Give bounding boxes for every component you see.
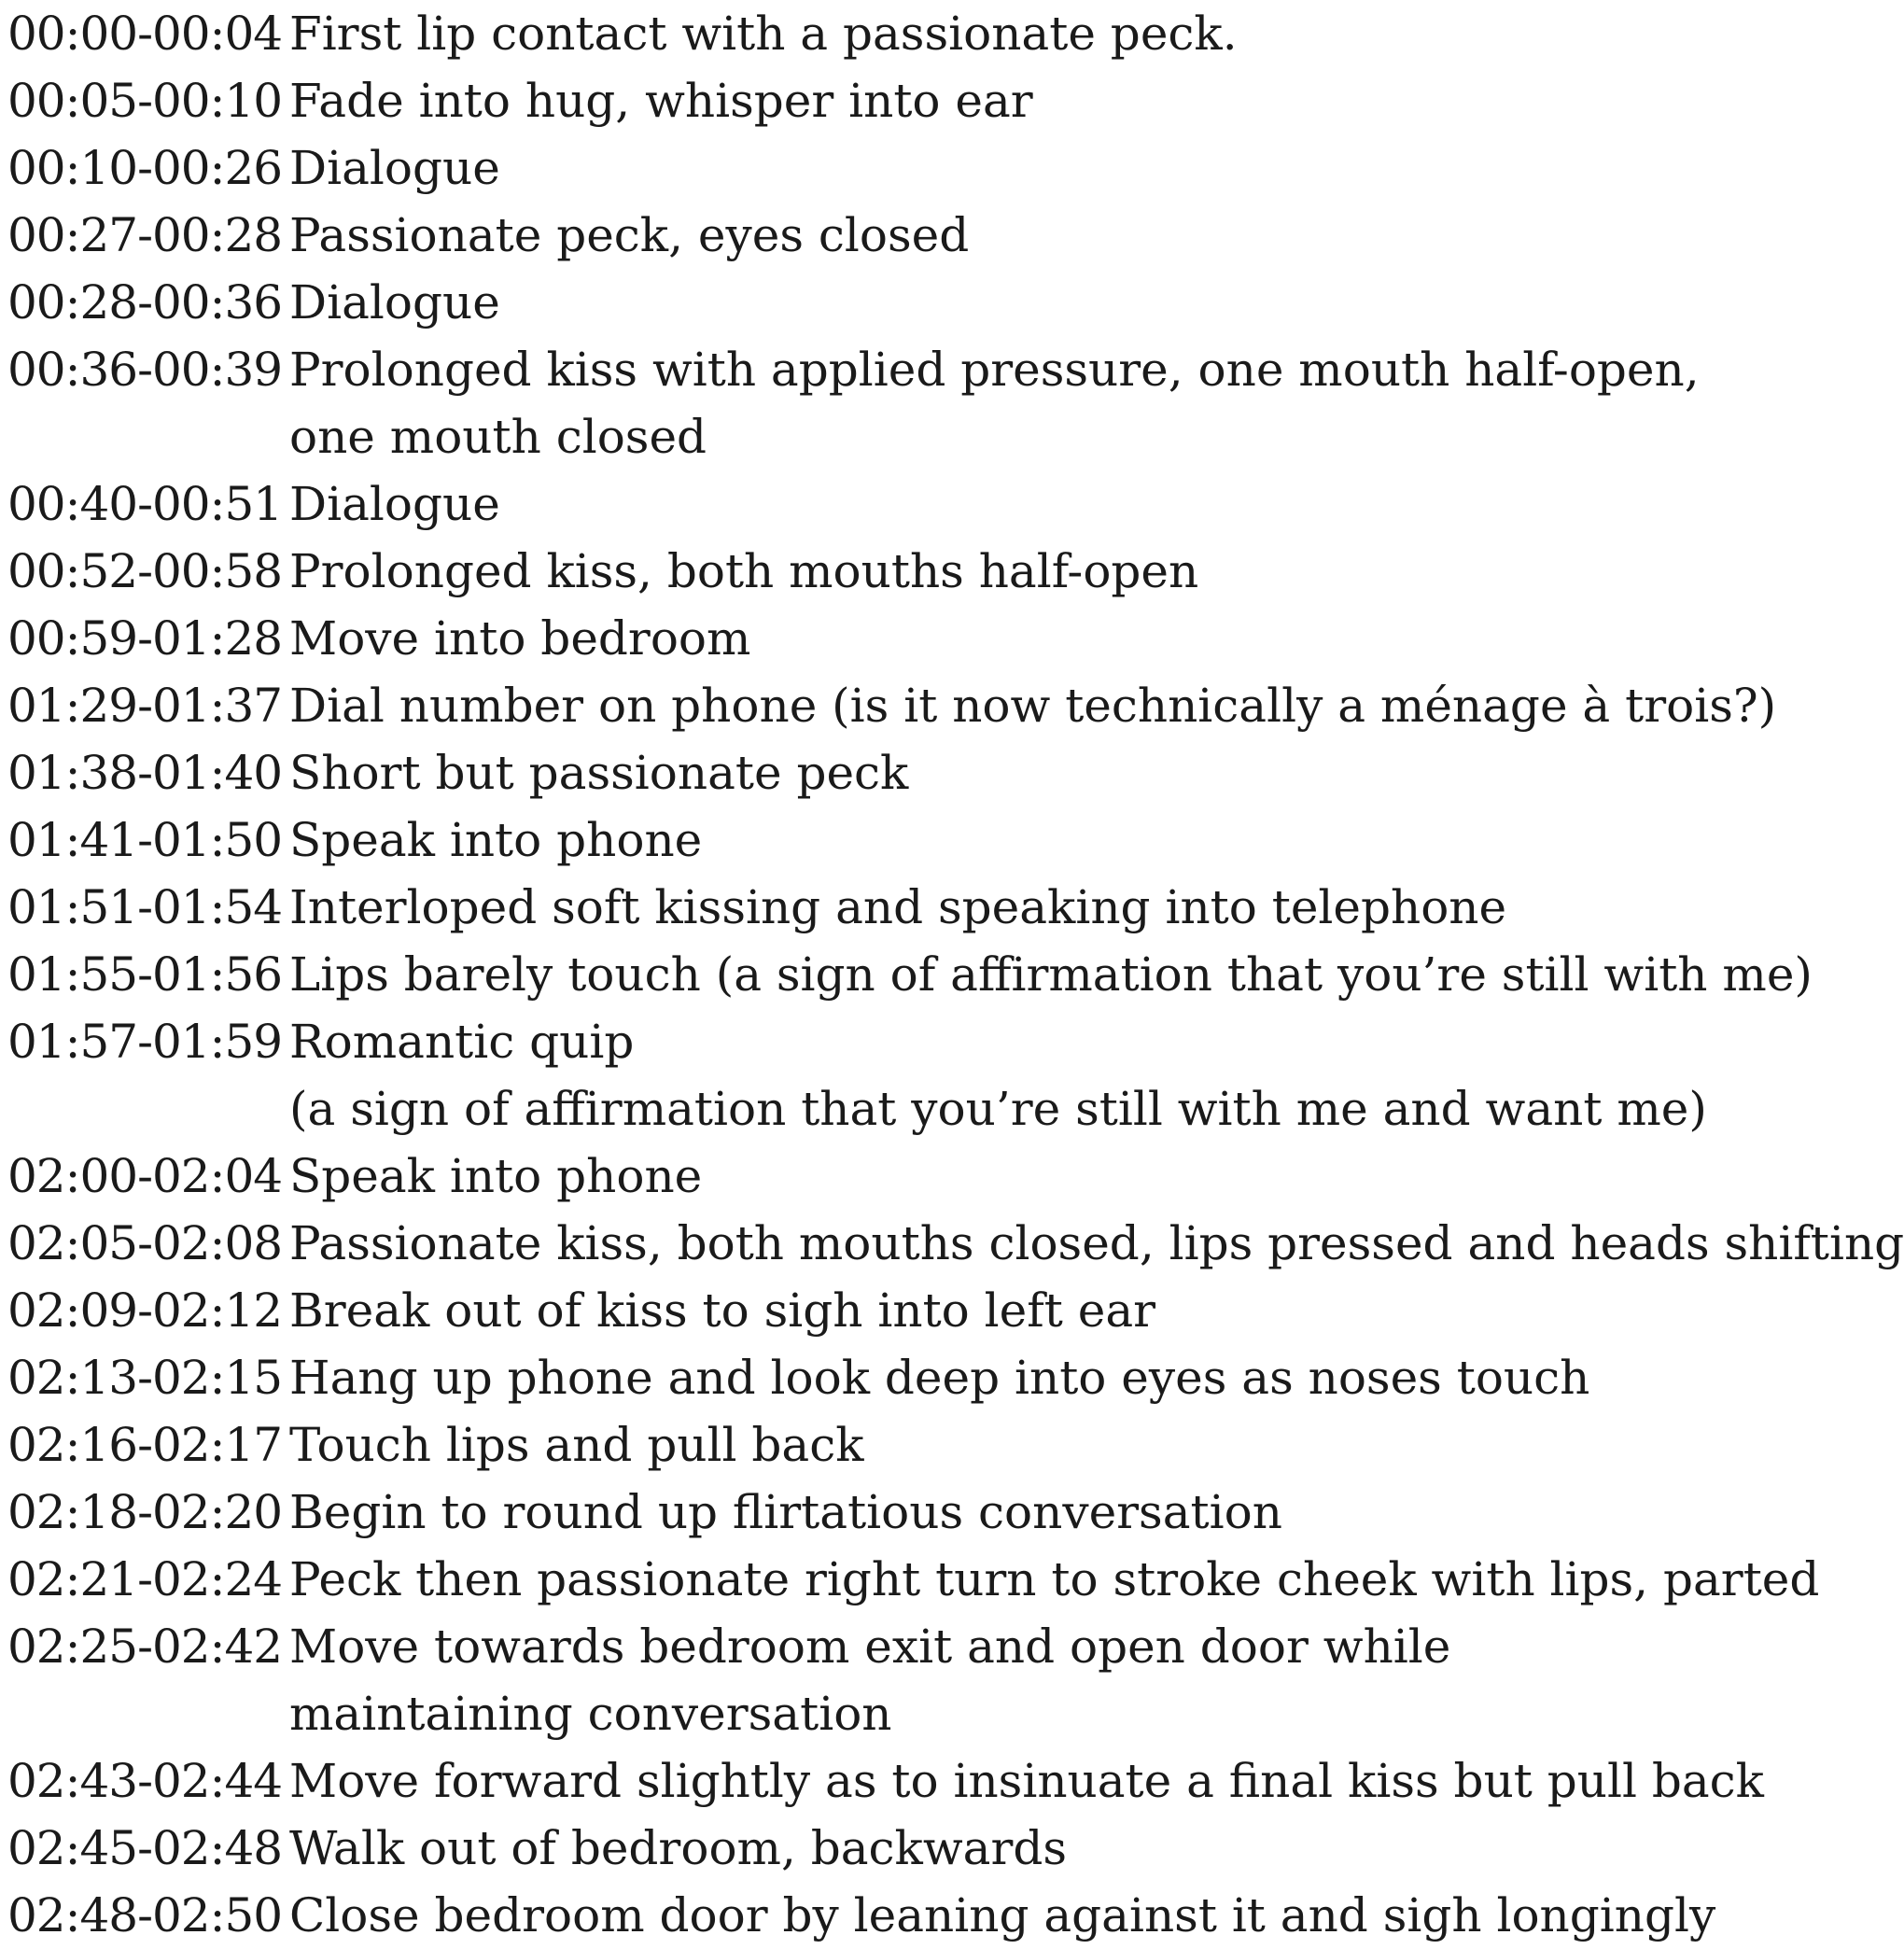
description-line: Romantic quip bbox=[289, 1015, 635, 1069]
description-line: Dial number on phone (is it now technically a ménage à trois?) bbox=[289, 679, 1777, 733]
action-description bbox=[289, 0, 1645, 67]
timestamp-range: 00:59-01:28 bbox=[7, 611, 283, 666]
timeline-row bbox=[7, 672, 1777, 739]
action-description bbox=[289, 67, 1645, 134]
description-line: Short but passionate peck bbox=[289, 746, 909, 800]
action-description bbox=[289, 739, 1645, 806]
action-description bbox=[289, 1143, 1645, 1210]
timeline-row bbox=[7, 67, 1645, 134]
description-line: Move into bedroom bbox=[289, 611, 751, 666]
description-line: Speak into phone bbox=[289, 813, 703, 867]
action-description bbox=[289, 1815, 1645, 1882]
description-line: Dialogue bbox=[289, 275, 500, 330]
timestamp-range: 02:09-02:12 bbox=[7, 1283, 283, 1338]
action-description bbox=[289, 336, 1700, 470]
timeline-row bbox=[7, 1747, 1764, 1815]
timeline-row bbox=[7, 1008, 1707, 1143]
timestamp-range: 00:52-00:58 bbox=[7, 544, 283, 598]
description-line: Passionate peck, eyes closed bbox=[289, 208, 970, 262]
timestamp-range: 02:13-02:15 bbox=[7, 1351, 283, 1405]
timeline-document bbox=[7, 0, 1904, 1949]
action-description bbox=[289, 1008, 1707, 1143]
description-line: Move towards bedroom exit and open door while bbox=[289, 1619, 1451, 1674]
timeline-row bbox=[7, 336, 1700, 470]
action-description bbox=[289, 1613, 1645, 1747]
action-description bbox=[289, 1344, 1645, 1411]
action-description bbox=[289, 202, 1645, 269]
action-description bbox=[289, 470, 1645, 538]
description-line: maintaining conversation bbox=[289, 1687, 892, 1741]
description-line: one mouth closed bbox=[289, 410, 707, 464]
timeline-row bbox=[7, 202, 1645, 269]
timestamp-range: 02:21-02:24 bbox=[7, 1552, 283, 1606]
timeline-row bbox=[7, 1815, 1645, 1882]
timeline-row bbox=[7, 1411, 1645, 1479]
description-line: Dialogue bbox=[289, 477, 500, 531]
timestamp-range: 02:18-02:20 bbox=[7, 1485, 283, 1539]
timeline-row bbox=[7, 269, 1645, 336]
timeline-row bbox=[7, 1546, 1820, 1613]
timestamp-range: 02:43-02:44 bbox=[7, 1754, 283, 1808]
action-description bbox=[289, 941, 1813, 1008]
timestamp-range: 02:05-02:08 bbox=[7, 1216, 283, 1270]
action-description bbox=[289, 1411, 1645, 1479]
description-line: Interloped soft kissing and speaking into telephone bbox=[289, 880, 1507, 934]
timestamp-range: 01:55-01:56 bbox=[7, 947, 283, 1002]
timeline-row bbox=[7, 470, 1645, 538]
timeline-row bbox=[7, 806, 1645, 874]
description-line: Begin to round up flirtatious conversation bbox=[289, 1485, 1282, 1539]
description-line: Peck then passionate right turn to stroke cheek with lips, parted bbox=[289, 1552, 1820, 1606]
timestamp-range: 01:41-01:50 bbox=[7, 813, 283, 867]
description-line: Passionate kiss, both mouths closed, lips pressed and heads shifting bbox=[289, 1216, 1904, 1270]
timeline-row bbox=[7, 605, 1645, 672]
description-line: First lip contact with a passionate peck. bbox=[289, 7, 1238, 61]
timestamp-range: 01:29-01:37 bbox=[7, 679, 283, 733]
action-description bbox=[289, 1546, 1819, 1613]
description-line: Move forward slightly as to insinuate a final kiss but pull back bbox=[289, 1754, 1764, 1808]
description-line: Prolonged kiss with applied pressure, one mouth half-open, bbox=[289, 343, 1700, 397]
description-line: Dialogue bbox=[289, 141, 500, 195]
description-line: Fade into hug, whisper into ear bbox=[289, 74, 1033, 128]
timestamp-range: 00:27-00:28 bbox=[7, 208, 283, 262]
timeline-row bbox=[7, 1344, 1645, 1411]
timestamp-range: 00:28-00:36 bbox=[7, 275, 283, 330]
action-description bbox=[289, 269, 1645, 336]
timestamp-range: 02:16-02:17 bbox=[7, 1418, 283, 1472]
timeline-row bbox=[7, 1882, 1716, 1949]
action-description bbox=[289, 134, 1645, 202]
timeline-row bbox=[7, 1143, 1645, 1210]
description-line: Speak into phone bbox=[289, 1149, 703, 1203]
timestamp-range: 00:10-00:26 bbox=[7, 141, 283, 195]
timestamp-range: 01:38-01:40 bbox=[7, 746, 283, 800]
timestamp-range: 00:40-00:51 bbox=[7, 477, 283, 531]
action-description bbox=[289, 1882, 1715, 1949]
timestamp-range: 00:00-00:04 bbox=[7, 7, 283, 61]
action-description bbox=[289, 672, 1776, 739]
timeline-row bbox=[7, 874, 1645, 941]
description-line: Walk out of bedroom, backwards bbox=[289, 1821, 1068, 1875]
description-line: Close bedroom door by leaning against it and sigh longingly bbox=[289, 1888, 1716, 1942]
timestamp-range: 01:51-01:54 bbox=[7, 880, 283, 934]
action-description bbox=[289, 1479, 1645, 1546]
timeline-row bbox=[7, 1277, 1645, 1344]
action-description bbox=[289, 874, 1645, 941]
timeline-row bbox=[7, 1613, 1645, 1747]
description-line: Break out of kiss to sigh into left ear bbox=[289, 1283, 1156, 1338]
timeline-row bbox=[7, 1479, 1645, 1546]
timeline-row bbox=[7, 1210, 1904, 1277]
timestamp-range: 00:36-00:39 bbox=[7, 343, 283, 397]
action-description bbox=[289, 538, 1645, 605]
description-line: Hang up phone and look deep into eyes as noses touch bbox=[289, 1351, 1590, 1405]
description-line: Prolonged kiss, both mouths half-open bbox=[289, 544, 1199, 598]
timeline-row bbox=[7, 739, 1645, 806]
description-line: (a sign of affirmation that you’re still with me and want me) bbox=[289, 1082, 1707, 1136]
action-description bbox=[289, 806, 1645, 874]
timestamp-range: 02:45-02:48 bbox=[7, 1821, 283, 1875]
description-line: Lips barely touch (a sign of affirmation that you’re still with me) bbox=[289, 947, 1813, 1002]
timeline-row bbox=[7, 0, 1645, 67]
timestamp-range: 00:05-00:10 bbox=[7, 74, 283, 128]
action-description bbox=[289, 605, 1645, 672]
timeline-row bbox=[7, 941, 1813, 1008]
timestamp-range: 01:57-01:59 bbox=[7, 1015, 283, 1069]
action-description bbox=[289, 1277, 1645, 1344]
timeline-row bbox=[7, 538, 1645, 605]
timestamp-range: 02:25-02:42 bbox=[7, 1619, 283, 1674]
timeline-row bbox=[7, 134, 1645, 202]
timestamp-range: 02:48-02:50 bbox=[7, 1888, 283, 1942]
timestamp-range: 02:00-02:04 bbox=[7, 1149, 283, 1203]
action-description bbox=[289, 1210, 1904, 1277]
action-description bbox=[289, 1747, 1764, 1815]
description-line: Touch lips and pull back bbox=[289, 1418, 864, 1472]
